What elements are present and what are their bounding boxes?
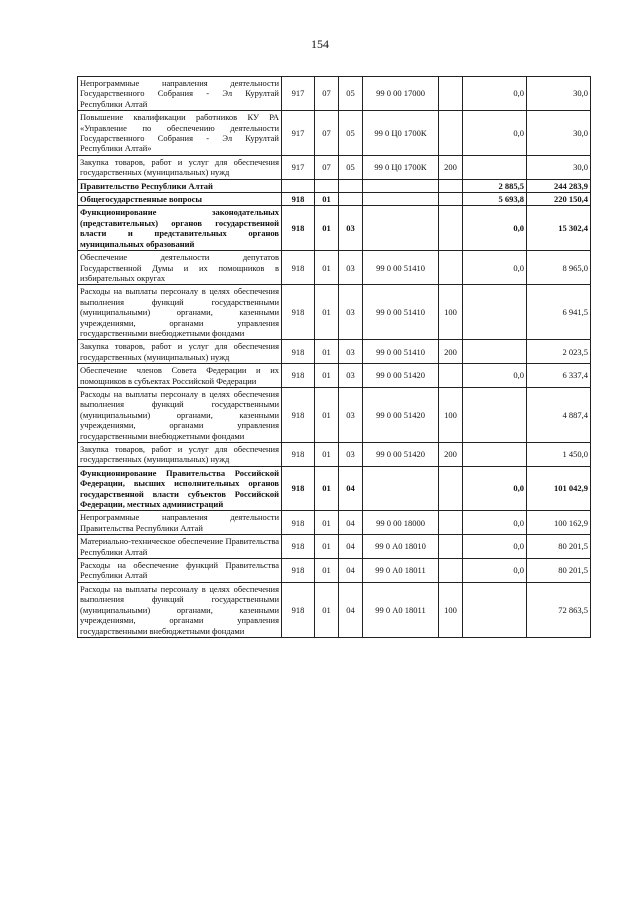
- admin-code-cell: 917: [282, 77, 315, 111]
- subsection-code-cell: 04: [339, 559, 363, 583]
- subsection-code-cell: 03: [339, 206, 363, 251]
- subsection-code-cell: 03: [339, 364, 363, 388]
- table-row: [78, 364, 591, 388]
- amount-1-cell: 0,0: [463, 364, 527, 388]
- table-row: [78, 582, 591, 637]
- admin-code-cell: 918: [282, 285, 315, 340]
- section-code-cell: 07: [315, 155, 339, 179]
- amount-2-cell: 220 150,4: [527, 193, 591, 206]
- expense-type-cell: [439, 77, 463, 111]
- target-article-cell: 99 0 00 18000: [363, 511, 439, 535]
- subsection-code-cell: [339, 179, 363, 192]
- admin-code-cell: 918: [282, 340, 315, 364]
- section-code-cell: 01: [315, 559, 339, 583]
- budget-table: [77, 76, 591, 638]
- table-row: [78, 111, 591, 156]
- section-code-cell: [315, 179, 339, 192]
- amount-1-cell: 2 885,5: [463, 179, 527, 192]
- row-name-cell: Расходы на выплаты персоналу в целях обеспечения выполнения функций государственными (муниципальными) органами, казенными учреждениями, органами управления государственными внебюджетными фондами: [78, 285, 282, 340]
- row-name-cell: Непрограммные направления деятельности Правительства Республики Алтай: [78, 511, 282, 535]
- admin-code-cell: 918: [282, 443, 315, 467]
- amount-2-cell: 2 023,5: [527, 340, 591, 364]
- table-row: [78, 387, 591, 442]
- row-name-cell: Закупка товаров, работ и услуг для обеспечения государственных (муниципальных) нужд: [78, 443, 282, 467]
- amount-1-cell: [463, 443, 527, 467]
- amount-1-cell: 0,0: [463, 77, 527, 111]
- admin-code-cell: 918: [282, 535, 315, 559]
- amount-1-cell: 0,0: [463, 251, 527, 285]
- admin-code-cell: 918: [282, 559, 315, 583]
- amount-2-cell: 72 863,5: [527, 582, 591, 637]
- row-name-cell: Функционирование Правительства Российской Федерации, высших исполнительных органов государственной власти субъектов Российской Федерации, местных администраций: [78, 466, 282, 511]
- amount-1-cell: [463, 285, 527, 340]
- table-row: [78, 206, 591, 251]
- admin-code-cell: 918: [282, 251, 315, 285]
- amount-1-cell: [463, 155, 527, 179]
- subsection-code-cell: 04: [339, 582, 363, 637]
- section-code-cell: 01: [315, 511, 339, 535]
- amount-1-cell: [463, 387, 527, 442]
- section-code-cell: 01: [315, 364, 339, 388]
- section-code-cell: 01: [315, 466, 339, 511]
- row-name-cell: Общегосударственные вопросы: [78, 193, 282, 206]
- expense-type-cell: [439, 111, 463, 156]
- section-code-cell: 07: [315, 77, 339, 111]
- target-article-cell: 99 0 Ц0 1700К: [363, 155, 439, 179]
- expense-type-cell: [439, 535, 463, 559]
- admin-code-cell: 918: [282, 364, 315, 388]
- amount-2-cell: 8 965,0: [527, 251, 591, 285]
- section-code-cell: 01: [315, 582, 339, 637]
- section-code-cell: 07: [315, 111, 339, 156]
- amount-2-cell: 30,0: [527, 111, 591, 156]
- table-row: [78, 443, 591, 467]
- amount-2-cell: 100 162,9: [527, 511, 591, 535]
- row-name-cell: Функционирование законодательных (представительных) органов государственной власти и представительных органов муниципальных образований: [78, 206, 282, 251]
- table-row: [78, 179, 591, 192]
- expense-type-cell: [439, 193, 463, 206]
- row-name-cell: Расходы на выплаты персоналу в целях обеспечения выполнения функций государственными (муниципальными) органами, казенными учреждениями, органами управления государственными внебюджетными фондами: [78, 387, 282, 442]
- expense-type-cell: [439, 511, 463, 535]
- target-article-cell: [363, 206, 439, 251]
- section-code-cell: 01: [315, 387, 339, 442]
- target-article-cell: 99 0 Ц0 1700К: [363, 111, 439, 156]
- admin-code-cell: 918: [282, 206, 315, 251]
- row-name-cell: Закупка товаров, работ и услуг для обеспечения государственных (муниципальных) нужд: [78, 340, 282, 364]
- target-article-cell: 99 0 00 51420: [363, 364, 439, 388]
- admin-code-cell: 918: [282, 387, 315, 442]
- target-article-cell: 99 0 00 51410: [363, 285, 439, 340]
- amount-1-cell: 0,0: [463, 511, 527, 535]
- expense-type-cell: 100: [439, 582, 463, 637]
- expense-type-cell: [439, 206, 463, 251]
- row-name-cell: Обеспечение деятельности депутатов Государственной Думы и их помощников в избирательных округах: [78, 251, 282, 285]
- target-article-cell: 99 0 А0 18011: [363, 582, 439, 637]
- subsection-code-cell: 04: [339, 535, 363, 559]
- amount-1-cell: [463, 582, 527, 637]
- target-article-cell: 99 0 А0 18011: [363, 559, 439, 583]
- target-article-cell: 99 0 00 51410: [363, 251, 439, 285]
- section-code-cell: 01: [315, 443, 339, 467]
- amount-1-cell: 0,0: [463, 466, 527, 511]
- amount-2-cell: 6 337,4: [527, 364, 591, 388]
- page-number: 154: [311, 37, 329, 51]
- amount-2-cell: 1 450,0: [527, 443, 591, 467]
- row-name-cell: Закупка товаров, работ и услуг для обеспечения государственных (муниципальных) нужд: [78, 155, 282, 179]
- expense-type-cell: 200: [439, 155, 463, 179]
- section-code-cell: 01: [315, 340, 339, 364]
- row-name-cell: Расходы на обеспечение функций Правительства Республики Алтай: [78, 559, 282, 583]
- table-row: [78, 340, 591, 364]
- admin-code-cell: [282, 179, 315, 192]
- expense-type-cell: 100: [439, 387, 463, 442]
- table-row: [78, 193, 591, 206]
- row-name-cell: Правительство Республики Алтай: [78, 179, 282, 192]
- section-code-cell: 01: [315, 251, 339, 285]
- expense-type-cell: [439, 251, 463, 285]
- target-article-cell: 99 0 00 51410: [363, 340, 439, 364]
- admin-code-cell: 918: [282, 466, 315, 511]
- section-code-cell: 01: [315, 535, 339, 559]
- amount-2-cell: 244 283,9: [527, 179, 591, 192]
- expense-type-cell: 200: [439, 340, 463, 364]
- amount-1-cell: 0,0: [463, 535, 527, 559]
- amount-2-cell: 4 887,4: [527, 387, 591, 442]
- expense-type-cell: [439, 466, 463, 511]
- target-article-cell: [363, 179, 439, 192]
- expense-type-cell: [439, 364, 463, 388]
- subsection-code-cell: 05: [339, 111, 363, 156]
- admin-code-cell: 917: [282, 111, 315, 156]
- table-body: [78, 77, 591, 638]
- amount-1-cell: 0,0: [463, 206, 527, 251]
- subsection-code-cell: 05: [339, 155, 363, 179]
- expense-type-cell: [439, 179, 463, 192]
- amount-2-cell: 101 042,9: [527, 466, 591, 511]
- section-code-cell: 01: [315, 193, 339, 206]
- subsection-code-cell: 03: [339, 340, 363, 364]
- target-article-cell: 99 0 00 51420: [363, 443, 439, 467]
- expense-type-cell: 100: [439, 285, 463, 340]
- table-row: [78, 535, 591, 559]
- target-article-cell: [363, 466, 439, 511]
- target-article-cell: 99 0 А0 18010: [363, 535, 439, 559]
- expense-type-cell: 200: [439, 443, 463, 467]
- table-row: [78, 155, 591, 179]
- expense-type-cell: [439, 559, 463, 583]
- table-row: [78, 466, 591, 511]
- row-name-cell: Расходы на выплаты персоналу в целях обеспечения выполнения функций государственными (муниципальными) органами, казенными учреждениями, органами управления государственными внебюджетными фондами: [78, 582, 282, 637]
- subsection-code-cell: 04: [339, 466, 363, 511]
- amount-2-cell: 15 302,4: [527, 206, 591, 251]
- amount-1-cell: 0,0: [463, 111, 527, 156]
- subsection-code-cell: 04: [339, 511, 363, 535]
- table-row: [78, 251, 591, 285]
- row-name-cell: Непрограммные направления деятельности Государственного Собрания - Эл Курултай Республики Алтай: [78, 77, 282, 111]
- table-row: [78, 285, 591, 340]
- admin-code-cell: 917: [282, 155, 315, 179]
- table-row: [78, 77, 591, 111]
- amount-1-cell: [463, 340, 527, 364]
- target-article-cell: 99 0 00 17000: [363, 77, 439, 111]
- target-article-cell: [363, 193, 439, 206]
- subsection-code-cell: 03: [339, 387, 363, 442]
- subsection-code-cell: 03: [339, 251, 363, 285]
- target-article-cell: 99 0 00 51420: [363, 387, 439, 442]
- admin-code-cell: 918: [282, 193, 315, 206]
- row-name-cell: Повышение квалификации работников КУ РА «Управление по обеспечению деятельности Государственного Собрания - Эл Курултай Республики Алтай»: [78, 111, 282, 156]
- subsection-code-cell: 03: [339, 443, 363, 467]
- subsection-code-cell: [339, 193, 363, 206]
- table-row: [78, 511, 591, 535]
- section-code-cell: 01: [315, 206, 339, 251]
- amount-2-cell: 6 941,5: [527, 285, 591, 340]
- amount-1-cell: 5 693,8: [463, 193, 527, 206]
- section-code-cell: 01: [315, 285, 339, 340]
- row-name-cell: Обеспечение членов Совета Федерации и их помощников в субъектах Российской Федерации: [78, 364, 282, 388]
- amount-2-cell: 30,0: [527, 77, 591, 111]
- admin-code-cell: 918: [282, 511, 315, 535]
- admin-code-cell: 918: [282, 582, 315, 637]
- amount-2-cell: 80 201,5: [527, 535, 591, 559]
- amount-1-cell: 0,0: [463, 559, 527, 583]
- row-name-cell: Материально-техническое обеспечение Правительства Республики Алтай: [78, 535, 282, 559]
- amount-2-cell: 30,0: [527, 155, 591, 179]
- subsection-code-cell: 05: [339, 77, 363, 111]
- subsection-code-cell: 03: [339, 285, 363, 340]
- amount-2-cell: 80 201,5: [527, 559, 591, 583]
- table-row: [78, 559, 591, 583]
